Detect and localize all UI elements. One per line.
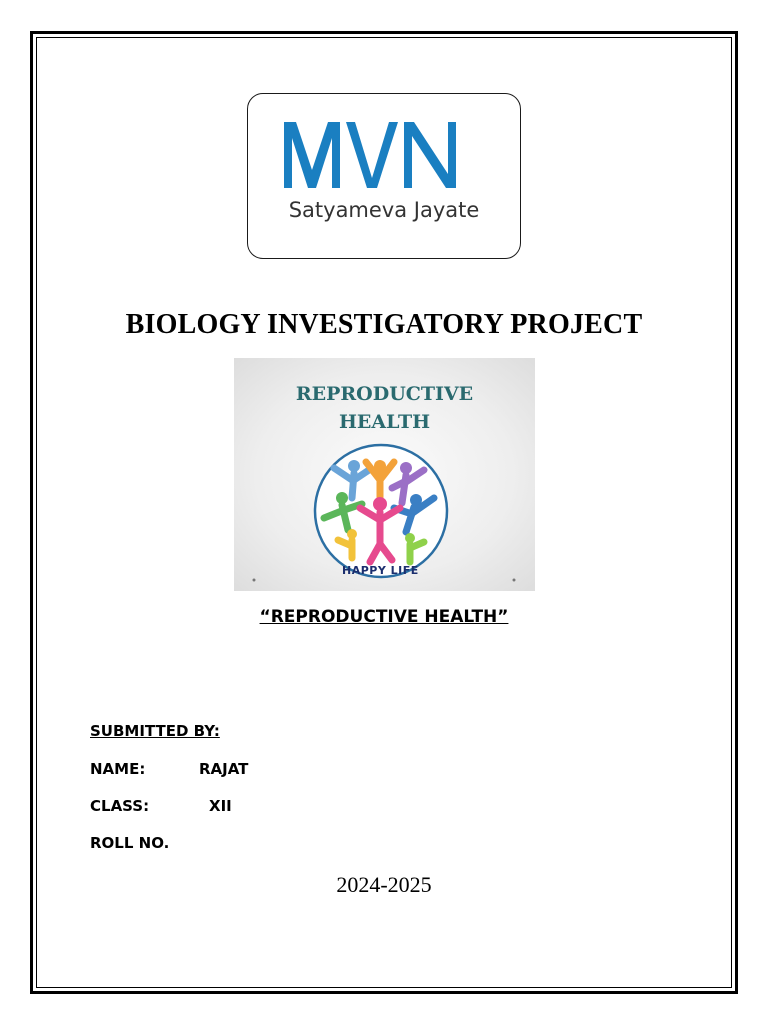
class-label: CLASS:: [90, 797, 150, 815]
name-value: RAJAT: [199, 760, 249, 778]
logo-tagline: Satyameva Jayate: [288, 198, 480, 222]
project-subtitle: “REPRODUCTIVE HEALTH”: [259, 607, 509, 627]
name-label: NAME:: [90, 760, 146, 778]
poster-caption: HAPPY LIFE: [342, 564, 419, 577]
happy-people-illustration: [234, 358, 535, 591]
class-value: XII: [209, 797, 232, 815]
school-logo: [247, 93, 521, 259]
submitted-by-label: SUBMITTED BY:: [90, 722, 220, 740]
roll-number-label: ROLL NO.: [90, 834, 170, 852]
reproductive-health-poster: [234, 358, 535, 591]
project-title: BIOLOGY INVESTIGATORY PROJECT: [125, 309, 643, 340]
academic-year: 2024-2025: [336, 872, 432, 897]
mvn-logo-letters: [248, 94, 522, 260]
poster-heading-line2: HEALTH: [338, 411, 431, 433]
poster-heading-line1: REPRODUCTIVE: [295, 383, 474, 405]
